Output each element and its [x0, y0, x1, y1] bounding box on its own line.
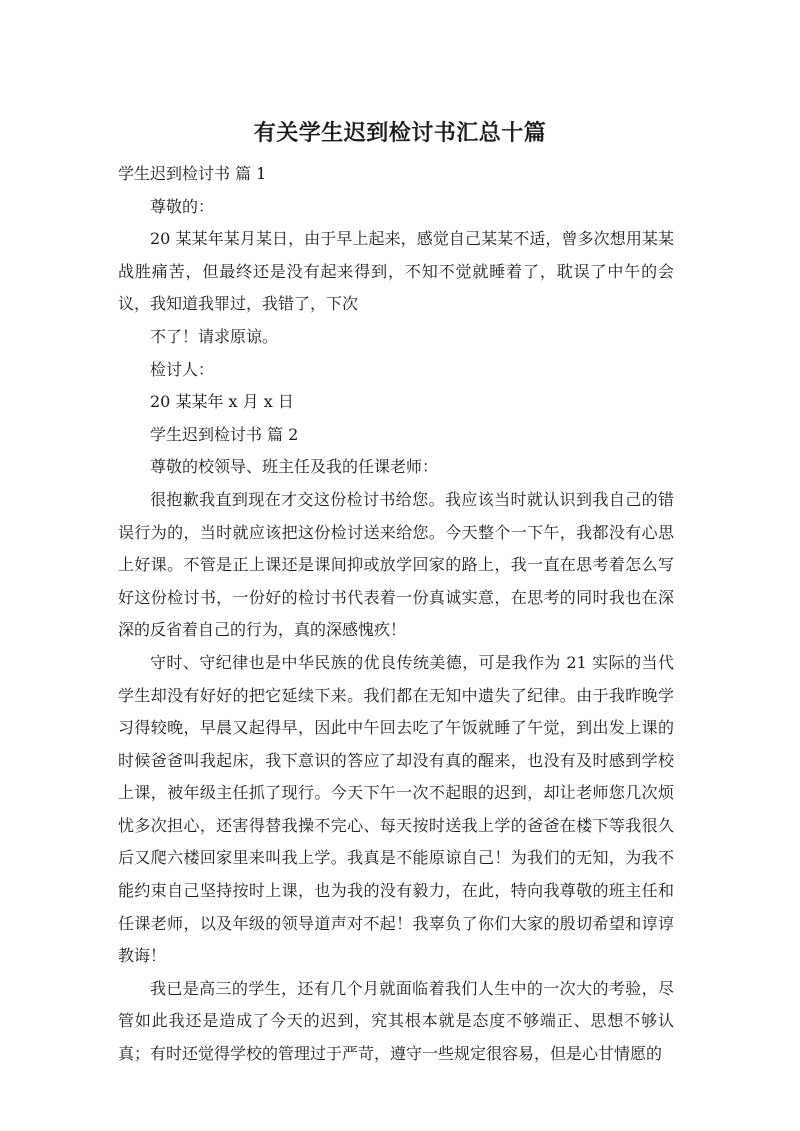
signature-date: 20 某某年 x 月 x 日	[150, 392, 294, 412]
document-title: 有关学生迟到检讨书汇总十篇	[253, 121, 547, 146]
paragraph: 我已是高三的学生，还有几个月就面临着我们人生中的一次大的考验，尽管如此我还是造成了今天的迟到，究其根本就是态度不够端正、思想不够认真；有时还觉得学校的管理过于严苛，遵守一些规定很容易，但是心甘情愿的	[118, 978, 674, 1064]
salutation: 尊敬的：	[150, 196, 215, 216]
salutation: 尊敬的校领导、班主任及我的任课老师：	[150, 457, 439, 477]
paragraph: 守时、守纪律也是中华民族的优良传统美德，可是我作为 21 实际的当代学生却没有好好的把它延续下来。我们都在无知中遗失了纪律。由于我昨晚学习得较晚，早晨又起得早，因此中午回去吃了午饭就睡了午觉，到出发上课的时候爸爸叫我起床，我下意识的答应了却没有真的醒来，也没有及时感到学校上课，被年级主任抓了现行。今天下午一次不起眼的迟到，却让老师您几次烦忧多次担心，还害得替我操不完心、每天按时送我上学的爸爸在楼下等我很久后又爬六楼回家里来叫我上学。我真是不能原谅自己！为我们的无知，为我不能约束自己坚持按时上课，也为我的没有毅力，在此，特向我尊敬的班主任和任课老师，以及年级的领导道声对不起！我辜负了你们大家的殷切希望和谆谆教诲！	[118, 652, 674, 966]
paragraph: 不了！请求原谅。	[150, 326, 279, 346]
document-body	[118, 158, 674, 1071]
paragraph: 20 某某年某月某日，由于早上起来，感觉自己某某不适，曾多次想用某某战胜痛苦，但最终还是没有起来得到，不知不觉就睡着了，耽误了中午的会议，我知道我罪过，我错了，下次	[118, 229, 674, 314]
paragraph: 很抱歉我直到现在才交这份检讨书给您。我应该当时就认识到我自己的错误行为的，当时就应该把这份检讨送来给您。今天整个一下午，我都没有心思上好课。不管是正上课还是课间抑或放学回家的路上，我一直在思考着怎么写好这份检讨书，一份好的检讨书代表着一份真诚实意，在思考的同时我也在深深的反省着自己的行为，真的深感愧疚！	[118, 489, 674, 640]
section-heading-1: 学生迟到检讨书 篇 1	[118, 164, 267, 183]
section-heading-2: 学生迟到检讨书 篇 2	[150, 424, 299, 444]
signature-label: 检讨人：	[150, 359, 215, 379]
